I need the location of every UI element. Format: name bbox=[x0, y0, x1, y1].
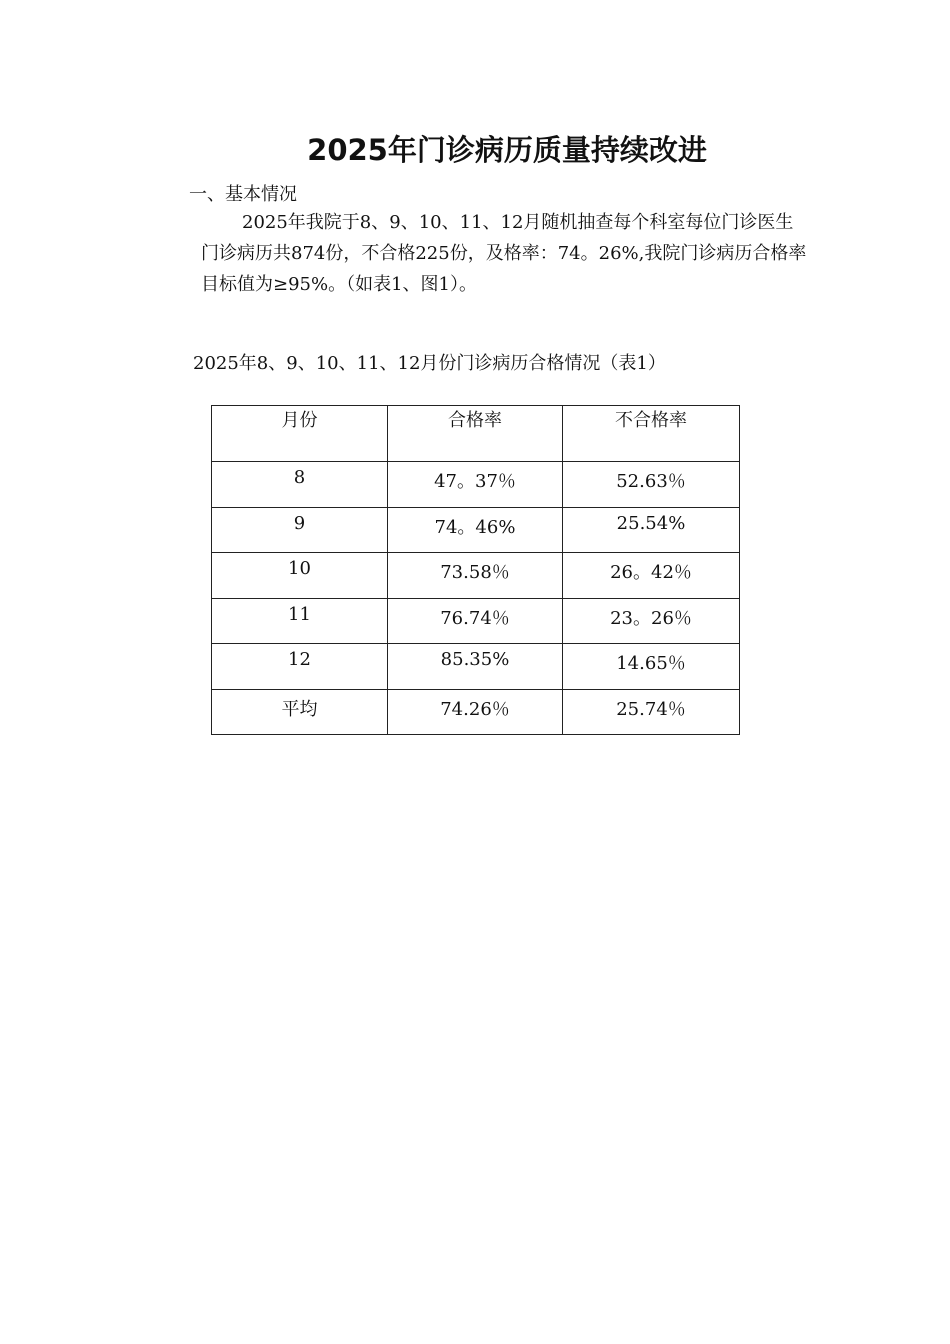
cell-month: 8 bbox=[212, 462, 388, 508]
header-fail-rate: 不合格率 bbox=[563, 406, 740, 462]
document-title: 2025年门诊病历质量持续改进 bbox=[307, 133, 707, 167]
pass-rate-table bbox=[211, 405, 740, 735]
cell-month: 11 bbox=[212, 598, 388, 644]
cell-month: 10 bbox=[212, 553, 388, 599]
cell-pass-rate: 74。46% bbox=[388, 507, 563, 553]
cell-pass-rate: 73.58％ bbox=[388, 553, 563, 599]
table-row bbox=[212, 644, 740, 690]
cell-fail-rate: 25.54% bbox=[563, 507, 740, 553]
cell-month: 12 bbox=[212, 644, 388, 690]
table-row bbox=[212, 598, 740, 644]
section-heading: 一、基本情况 bbox=[189, 184, 297, 205]
cell-pass-rate: 85.35% bbox=[388, 644, 563, 690]
cell-pass-rate: 74.26％ bbox=[388, 689, 563, 735]
cell-fail-rate: 52.63％ bbox=[563, 462, 740, 508]
table-row bbox=[212, 462, 740, 508]
cell-pass-rate: 47。37％ bbox=[388, 462, 563, 508]
header-pass-rate: 合格率 bbox=[388, 406, 563, 462]
table-header-row bbox=[212, 406, 740, 462]
body-paragraph: 2025年我院于8、9、10、11、12月随机抽查每个科室每位门诊医生门诊病历共874份，不合格225份，及格率：74。26%,我院门诊病历合格率目标值为≥95%。（如表1、图1）。 bbox=[201, 212, 807, 295]
table-caption: 2025年8、9、10、11、12月份门诊病历合格情况（表1） bbox=[193, 353, 666, 374]
header-month: 月份 bbox=[212, 406, 388, 462]
cell-fail-rate: 25.74％ bbox=[563, 689, 740, 735]
cell-fail-rate: 26。42％ bbox=[563, 553, 740, 599]
cell-month: 平均 bbox=[212, 689, 388, 735]
table-row bbox=[212, 553, 740, 599]
cell-fail-rate: 14.65％ bbox=[563, 644, 740, 690]
table-row-average bbox=[212, 689, 740, 735]
cell-pass-rate: 76.74％ bbox=[388, 598, 563, 644]
cell-fail-rate: 23。26％ bbox=[563, 598, 740, 644]
cell-month: 9 bbox=[212, 507, 388, 553]
table-row bbox=[212, 507, 740, 553]
